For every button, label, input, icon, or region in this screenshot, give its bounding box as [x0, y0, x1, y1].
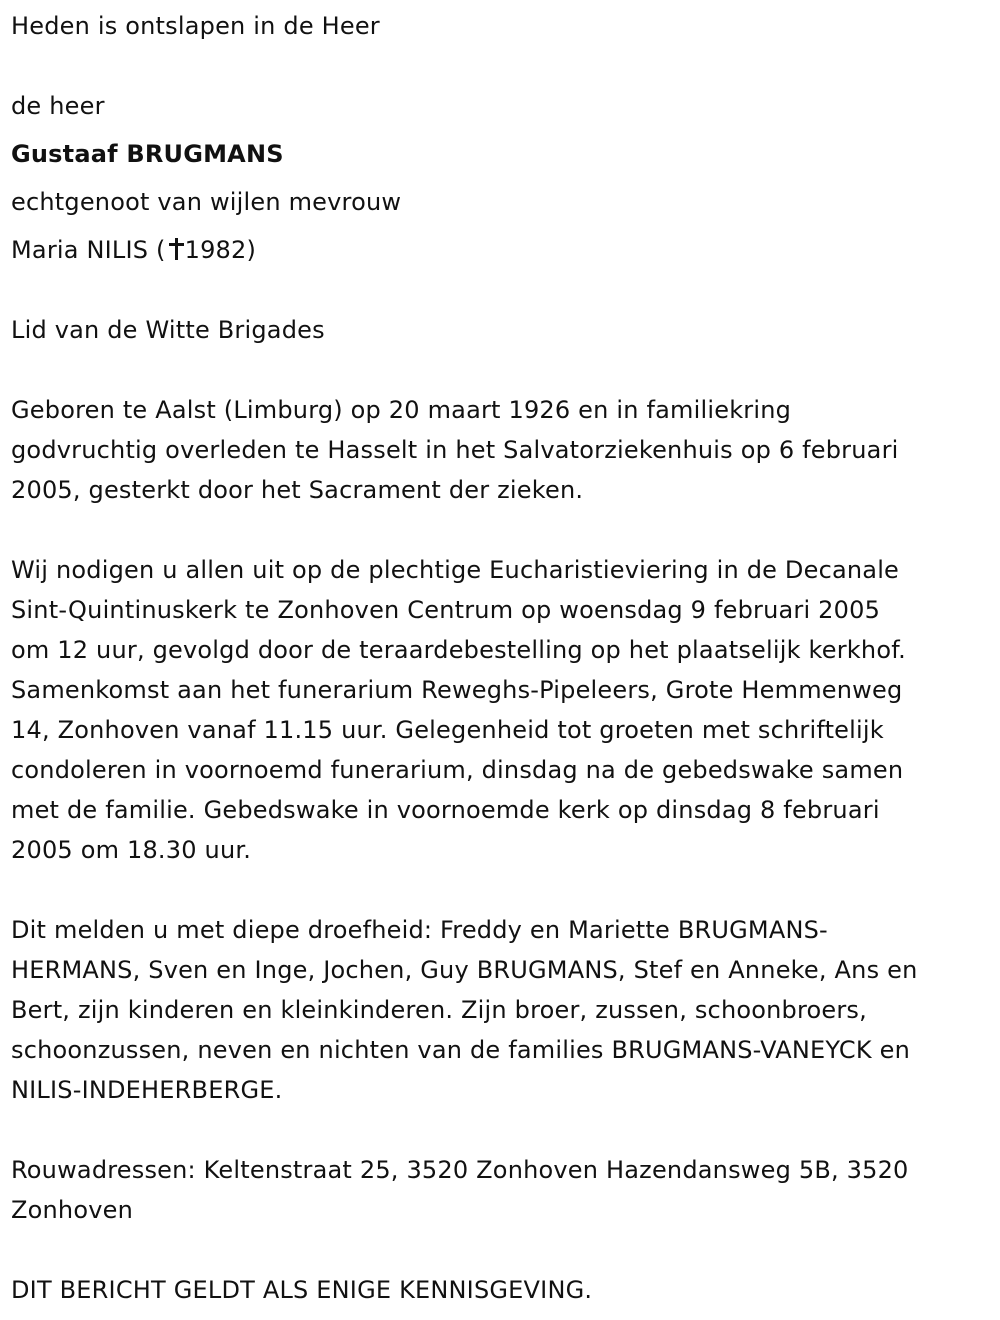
addresses-paragraph: [11, 1150, 993, 1230]
paragraph-line: 2005 om 18.30 uur.: [11, 836, 252, 864]
spacer: [11, 1110, 993, 1150]
birth-death-paragraph: [11, 390, 993, 510]
membership-text: Lid van de Witte Brigades: [11, 316, 325, 344]
intro-text: Heden is ontslapen in de Heer: [11, 12, 380, 40]
spacer: [11, 1230, 993, 1270]
spacer: [11, 270, 993, 310]
paragraph-line: Sint-Quintinuskerk te Zonhoven Centrum op woensdag 9 februari 2005: [11, 596, 881, 624]
paragraph-line: HERMANS, Sven en Inge, Jochen, Guy BRUGMANS, Stef en Anneke, Ans en: [11, 956, 918, 984]
family-paragraph: [11, 910, 993, 1110]
paragraph-line: 14, Zonhoven vanaf 11.15 uur. Gelegenheid tot groeten met schriftelijk: [11, 716, 884, 744]
notice-text: DIT BERICHT GELDT ALS ENIGE KENNISGEVING.: [11, 1276, 593, 1304]
paragraph-line: met de familie. Gebedswake in voornoemde kerk op dinsdag 8 februari: [11, 796, 880, 824]
relation-text: echtgenoot van wijlen mevrouw: [11, 188, 402, 216]
spacer: [11, 870, 993, 910]
spacer: [11, 46, 993, 86]
spacer: [11, 350, 993, 390]
paragraph-line: 2005, gesterkt door het Sacrament der zieken.: [11, 476, 584, 504]
paragraph-line: condoleren in voornoemd funerarium, dinsdag na de gebedswake samen: [11, 756, 904, 784]
paragraph-line: Zonhoven: [11, 1196, 134, 1224]
spouse-line: [11, 230, 993, 270]
paragraph-line: Wij nodigen u allen uit op de plechtige Eucharistieviering in de Decanale: [11, 556, 900, 584]
spacer: [11, 510, 993, 550]
obituary-document: [11, 6, 993, 1310]
paragraph-line: Rouwadressen: Keltenstraat 25, 3520 Zonhoven Hazendansweg 5B, 3520: [11, 1156, 909, 1184]
title-text: de heer: [11, 92, 105, 120]
cross-icon: [169, 238, 183, 260]
paragraph-line: NILIS-INDEHERBERGE.: [11, 1076, 283, 1104]
spouse-name: Maria NILIS (: [11, 236, 166, 264]
service-paragraph: [11, 550, 993, 870]
paragraph-line: schoonzussen, neven en nichten van de families BRUGMANS-VANEYCK en: [11, 1036, 910, 1064]
spacer: [11, 222, 993, 230]
spouse-suffix: ): [246, 236, 257, 264]
spouse-death-year: 1982: [184, 236, 247, 264]
paragraph-line: Samenkomst aan het funerarium Reweghs-Pipeleers, Grote Hemmenweg: [11, 676, 903, 704]
deceased-name: Gustaaf BRUGMANS: [11, 140, 284, 168]
paragraph-line: Bert, zijn kinderen en kleinkinderen. Zijn broer, zussen, schoonbroers,: [11, 996, 867, 1024]
spacer: [11, 174, 993, 182]
paragraph-line: Geboren te Aalst (Limburg) op 20 maart 1926 en in familiekring: [11, 396, 792, 424]
paragraph-line: godvruchtig overleden te Hasselt in het Salvatorziekenhuis op 6 februari: [11, 436, 899, 464]
paragraph-line: om 12 uur, gevolgd door de teraardebestelling op het plaatselijk kerkhof.: [11, 636, 906, 664]
spacer: [11, 126, 993, 134]
paragraph-line: Dit melden u met diepe droefheid: Freddy en Mariette BRUGMANS-: [11, 916, 828, 944]
